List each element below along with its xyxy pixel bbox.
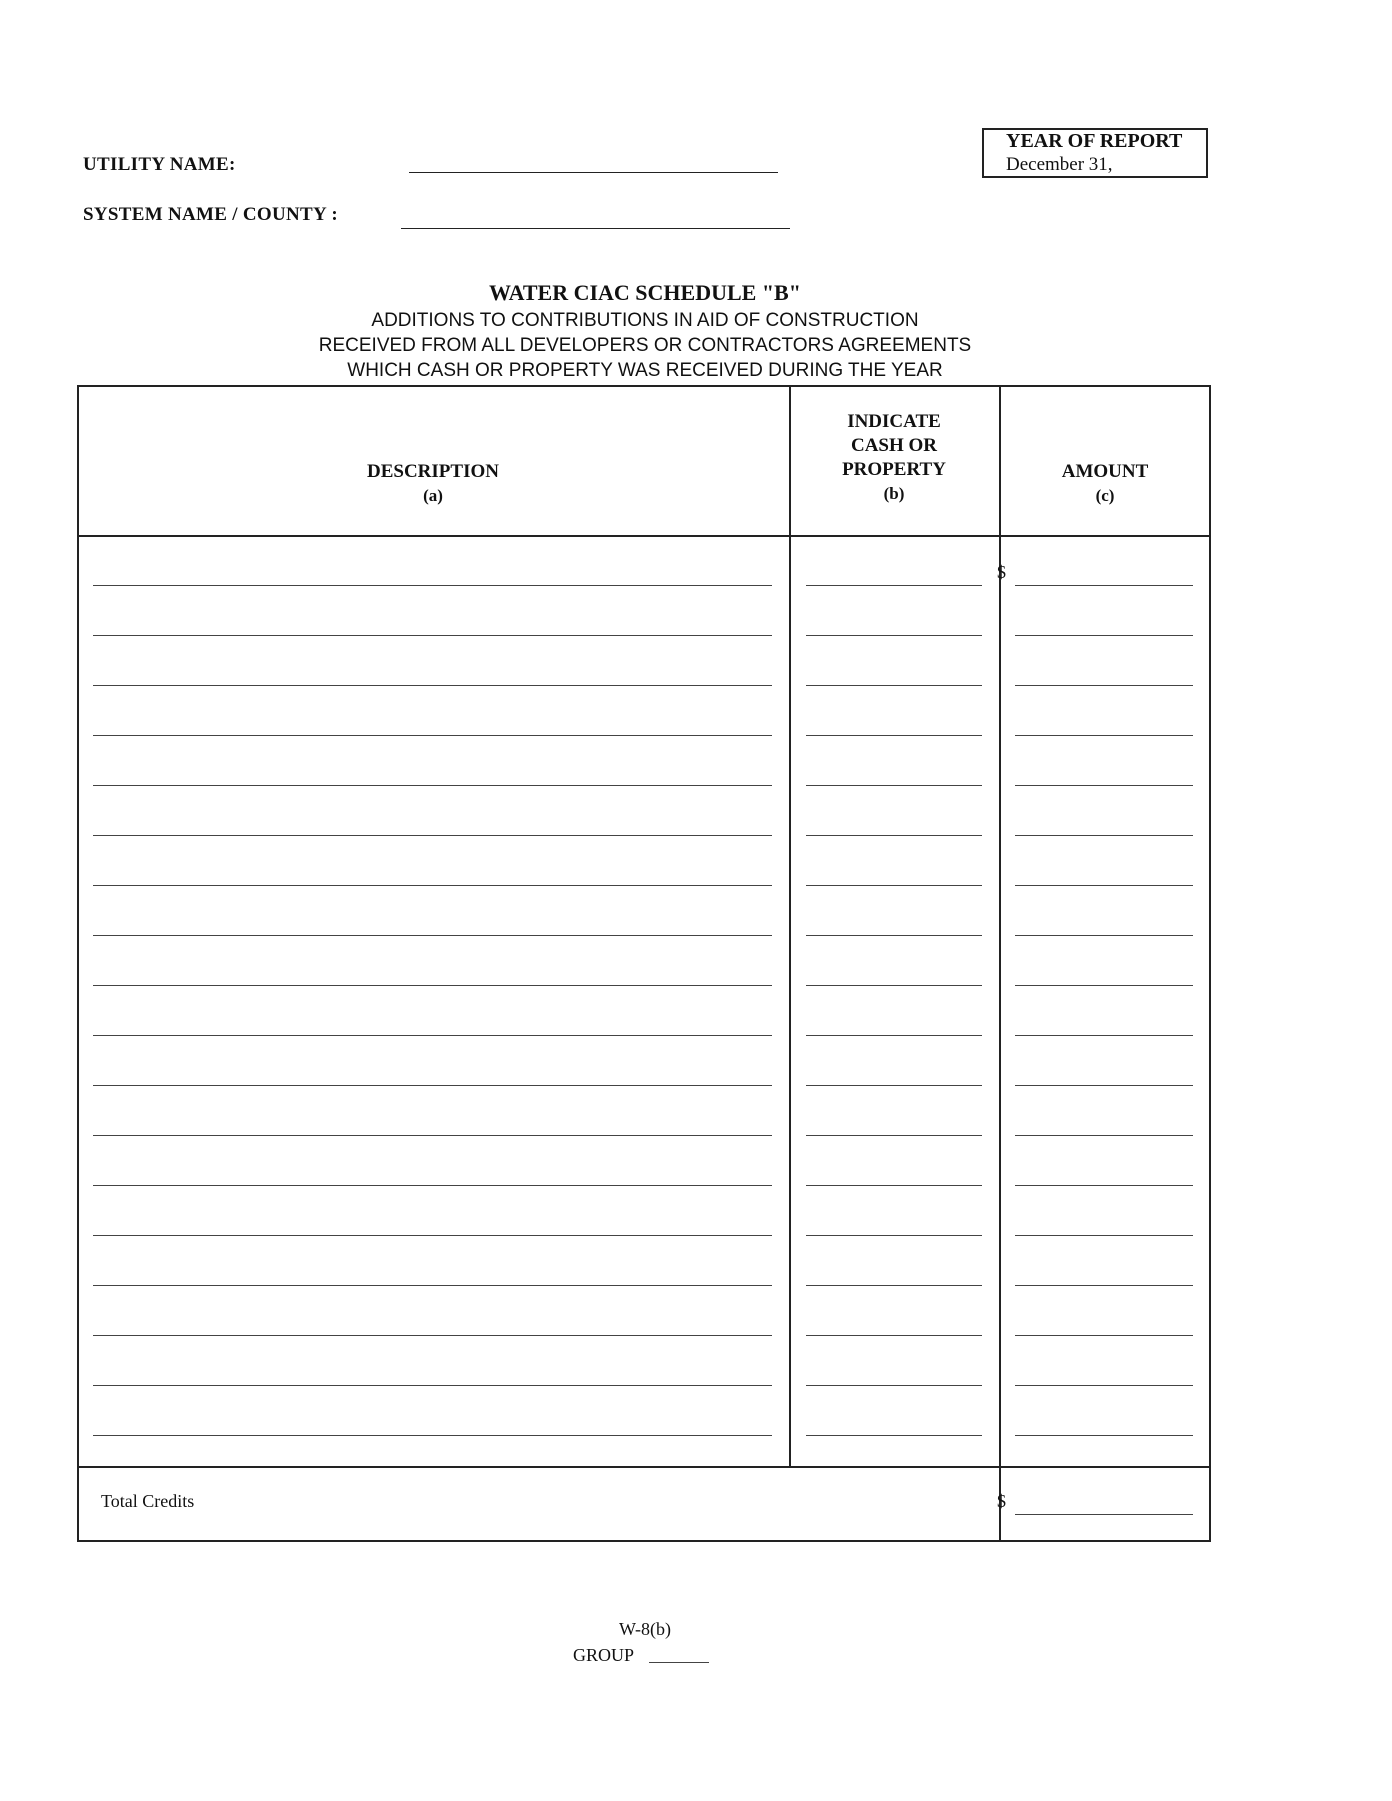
currency-symbol-total: $: [997, 1491, 1006, 1511]
description-field[interactable]: [93, 1135, 772, 1136]
year-of-report-label: YEAR OF REPORT: [1006, 130, 1183, 152]
description-field[interactable]: [93, 785, 772, 786]
cash-or-property-field[interactable]: [806, 985, 982, 986]
description-field[interactable]: [93, 1335, 772, 1336]
amount-field[interactable]: [1015, 835, 1193, 836]
system-name-field[interactable]: [401, 228, 790, 229]
cash-or-property-field[interactable]: [806, 1435, 982, 1436]
cash-or-property-field[interactable]: [806, 635, 982, 636]
column-header-cash-or-property: [789, 410, 999, 506]
description-field[interactable]: [93, 1035, 772, 1036]
amount-field[interactable]: [1015, 1435, 1193, 1436]
group-label: GROUP: [573, 1645, 635, 1665]
description-field[interactable]: [93, 735, 772, 736]
cash-or-property-field[interactable]: [806, 785, 982, 786]
column-header-description: [77, 460, 789, 508]
amount-field[interactable]: [1015, 1235, 1193, 1236]
system-name-label: SYSTEM NAME / COUNTY :: [83, 204, 339, 225]
cash-or-property-field[interactable]: [806, 1035, 982, 1036]
column-header-cash-line-2: CASH OR: [850, 435, 938, 456]
group-field[interactable]: [649, 1662, 709, 1663]
description-field[interactable]: [93, 1285, 772, 1286]
column-divider-a-b: [789, 385, 791, 1467]
amount-field[interactable]: [1015, 1335, 1193, 1336]
ciac-table: [77, 385, 1211, 1542]
description-field[interactable]: [93, 1235, 772, 1236]
cash-or-property-field[interactable]: [806, 1335, 982, 1336]
amount-field[interactable]: [1015, 735, 1193, 736]
description-field[interactable]: [93, 1085, 772, 1086]
description-field[interactable]: [93, 685, 772, 686]
cash-or-property-field[interactable]: [806, 1235, 982, 1236]
header-row-divider: [77, 535, 1211, 537]
cash-or-property-field[interactable]: [806, 1135, 982, 1136]
cash-or-property-field[interactable]: [806, 585, 982, 586]
amount-field[interactable]: [1015, 985, 1193, 986]
amount-field[interactable]: [1015, 1035, 1193, 1036]
utility-name-label: UTILITY NAME:: [83, 154, 236, 175]
utility-name-field[interactable]: [409, 172, 778, 173]
total-credits-amount-field[interactable]: [1015, 1514, 1193, 1515]
amount-field[interactable]: [1015, 785, 1193, 786]
description-field[interactable]: [93, 985, 772, 986]
amount-field[interactable]: [1015, 885, 1193, 886]
column-divider-b-c: [999, 385, 1001, 1542]
description-field[interactable]: [93, 1435, 772, 1436]
column-header-description-letter: (a): [423, 486, 443, 505]
amount-field[interactable]: [1015, 585, 1193, 586]
schedule-subtitle-1: ADDITIONS TO CONTRIBUTIONS IN AID OF CONSTRUCTION: [371, 310, 919, 331]
cash-or-property-field[interactable]: [806, 1385, 982, 1386]
amount-field[interactable]: [1015, 1385, 1193, 1386]
description-field[interactable]: [93, 1385, 772, 1386]
column-header-cash-line-3: PROPERTY: [842, 459, 946, 480]
amount-field[interactable]: [1015, 1285, 1193, 1286]
year-of-report-date[interactable]: December 31,: [1006, 154, 1113, 175]
schedule-title: WATER CIAC SCHEDULE "B": [489, 280, 801, 305]
description-field[interactable]: [93, 585, 772, 586]
page-code: W-8(b): [619, 1619, 671, 1639]
cash-or-property-field[interactable]: [806, 735, 982, 736]
schedule-subtitle-2: RECEIVED FROM ALL DEVELOPERS OR CONTRACTORS AGREEMENTS: [318, 335, 972, 356]
amount-field[interactable]: [1015, 685, 1193, 686]
cash-or-property-field[interactable]: [806, 885, 982, 886]
schedule-subtitle-3: WHICH CASH OR PROPERTY WAS RECEIVED DURING THE YEAR: [347, 360, 943, 381]
description-field[interactable]: [93, 635, 772, 636]
column-header-amount-letter: (c): [1095, 486, 1115, 505]
amount-field[interactable]: [1015, 635, 1193, 636]
column-header-cash-letter: (b): [883, 484, 905, 503]
description-field[interactable]: [93, 835, 772, 836]
cash-or-property-field[interactable]: [806, 835, 982, 836]
cash-or-property-field[interactable]: [806, 685, 982, 686]
column-header-amount-title: AMOUNT: [1061, 461, 1149, 482]
cash-or-property-field[interactable]: [806, 1285, 982, 1286]
amount-field[interactable]: [1015, 1185, 1193, 1186]
column-header-cash-line-1: INDICATE: [847, 411, 941, 432]
total-row-divider: [77, 1466, 1211, 1468]
column-header-amount: [999, 460, 1211, 508]
total-credits-label: Total Credits: [101, 1491, 195, 1511]
column-header-description-title: DESCRIPTION: [367, 461, 499, 482]
amount-field[interactable]: [1015, 935, 1193, 936]
description-field[interactable]: [93, 1185, 772, 1186]
cash-or-property-field[interactable]: [806, 1085, 982, 1086]
description-field[interactable]: [93, 885, 772, 886]
currency-symbol-first-row: $: [997, 562, 1006, 582]
cash-or-property-field[interactable]: [806, 1185, 982, 1186]
description-field[interactable]: [93, 935, 772, 936]
cash-or-property-field[interactable]: [806, 935, 982, 936]
amount-field[interactable]: [1015, 1085, 1193, 1086]
amount-field[interactable]: [1015, 1135, 1193, 1136]
